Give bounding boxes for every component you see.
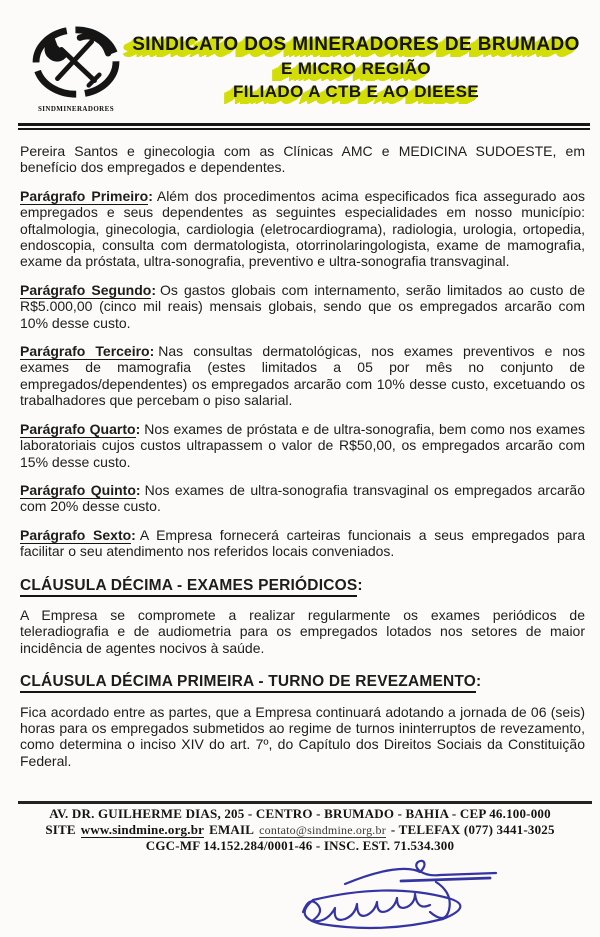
- title-line-3: FILIADO A CTB E AO DIEESE: [232, 82, 480, 101]
- paragraph-text: Nos exames de próstata e de ultra-sonografia, bem como nos exames laboratoriais cujos custos ultrapassem o valor de R$50,00, os empregados arcarão com 15% desse custo.: [20, 420, 585, 470]
- paragraph-label: Parágrafo Quarto: [20, 420, 136, 437]
- paragraph-text: A Empresa fornecerá carteiras funcionais a seus empregados para facilitar o seu atendimento nos referidos locais conveniados.: [20, 526, 585, 560]
- label-colon: :: [149, 343, 155, 360]
- document-body: [0, 130, 600, 769]
- site-label: SITE: [45, 822, 76, 837]
- site-url[interactable]: www.sindmine.org.br: [80, 822, 205, 837]
- label-colon: :: [135, 420, 141, 437]
- paragraph-terceiro: [20, 343, 585, 409]
- union-logo: [24, 26, 128, 113]
- paragraph-segundo: [20, 282, 585, 331]
- header-separator: [18, 123, 590, 130]
- title-line-1: SINDICATO DOS MINERADORES DE BRUMADO: [132, 34, 580, 55]
- label-colon: :: [151, 281, 156, 298]
- clause-heading-decima: [20, 578, 585, 594]
- paragraph-primeiro: [20, 188, 585, 270]
- paragraph-label: Parágrafo Sexto: [20, 526, 132, 543]
- paragraph-quinto: [20, 482, 585, 515]
- paragraph-quarto: [20, 421, 585, 470]
- paragraph-label: Parágrafo Segundo: [20, 281, 152, 298]
- paragraph-label: Parágrafo Quinto: [20, 481, 136, 498]
- footer-registration: CGC-MF 14.152.284/0001-46 - INSC. EST. 71.534.300: [145, 838, 455, 853]
- label-colon: :: [131, 526, 136, 543]
- intro-paragraph: Pereira Santos e ginecologia com as Clínicas AMC e MEDICINA SUDOESTE, em benefício dos empregados e dependentes.: [20, 143, 585, 176]
- crossed-pickaxe-shovel-icon: [28, 89, 124, 106]
- paragraph-text: Os gastos globais com internamento, serão limitados ao custo de R$5.000,00 (cinco mil reais) mensais globais, sendo que os empregados arcarão com 10% desse custo.: [20, 281, 585, 331]
- logo-caption: SINDMINERADORES: [37, 105, 114, 113]
- footer-address: AV. DR. GUILHERME DIAS, 205 - CENTRO - BRUMADO - BAHIA - CEP 46.100-000: [49, 806, 551, 821]
- telefax: - TELEFAX (077) 3441-3025: [390, 822, 555, 837]
- footer-separator: [18, 801, 592, 804]
- letterhead-titles: [128, 26, 590, 102]
- paragraph-sexto: [20, 527, 585, 560]
- heading-colon: :: [476, 673, 482, 691]
- paragraph-label: Parágrafo Primeiro: [20, 187, 149, 204]
- label-colon: :: [148, 187, 153, 204]
- clause-heading-text: CLÁUSULA DÉCIMA PRIMEIRA - TURNO DE REVEZAMENTO: [20, 673, 476, 693]
- clause-heading-text: CLÁUSULA DÉCIMA - EXAMES PERIÓDICOS: [20, 577, 357, 597]
- email-address[interactable]: contato@sindmine.org.br: [259, 823, 386, 837]
- title-line-2: E MICRO REGIÃO: [280, 59, 432, 78]
- footer-contact-line: [0, 822, 600, 838]
- paragraph-text: Nos exames de ultra-sonografia transvaginal os empregados arcarão com 20% desse custo.: [20, 481, 585, 515]
- paragraph-text: Nas consultas dermatológicas, nos exames preventivos e nos exames de mamografia (estes limitados a 05 por mês no conjunto de empregados/dependentes) os empregados arcarão com 10% desse custo, excetuando os trabalhadores que percebam o piso salarial.: [20, 343, 585, 409]
- signature: [283, 854, 498, 937]
- letterhead: [0, 0, 600, 113]
- clause-paragraph-decima-primeira: Fica acordado entre as partes, que a Empresa continuará adotando a jornada de 06 (seis) horas para os empregados submetidos ao regime de turnos ininterruptos de revezamento, como determina o inciso XIV do art. 7º, do Capítulo dos Direitos Sociais da Constituição Federal.: [20, 703, 585, 769]
- email-label: EMAIL: [209, 822, 255, 837]
- paragraph-text: Além dos procedimentos acima especificados fica assegurado aos empregados e seus dependentes as seguintes especialidades em nosso município: oftalmologia, ginecologia, cardiologia (eletrocardiograma), radiologia, urologia, ortopedia, endoscopia, consulta com dermatologista, otorrinolaringologista, exame de mamografia, exame da próstata, ultra-sonografia, preventivo e ultra-sonografia transvaginal.: [20, 187, 585, 270]
- label-colon: :: [135, 481, 141, 498]
- clause-paragraph-decima: A Empresa se compromete a realizar regularmente os exames periódicos de teleradiografia e de audiometria para os empregados lotados nos setores de maior incidência de agentes nocivos à saúde.: [20, 606, 585, 656]
- footer: [0, 806, 600, 854]
- clause-heading-decima-primeira: [20, 674, 585, 690]
- heading-colon: :: [357, 576, 363, 594]
- paragraph-label: Parágrafo Terceiro: [20, 343, 150, 360]
